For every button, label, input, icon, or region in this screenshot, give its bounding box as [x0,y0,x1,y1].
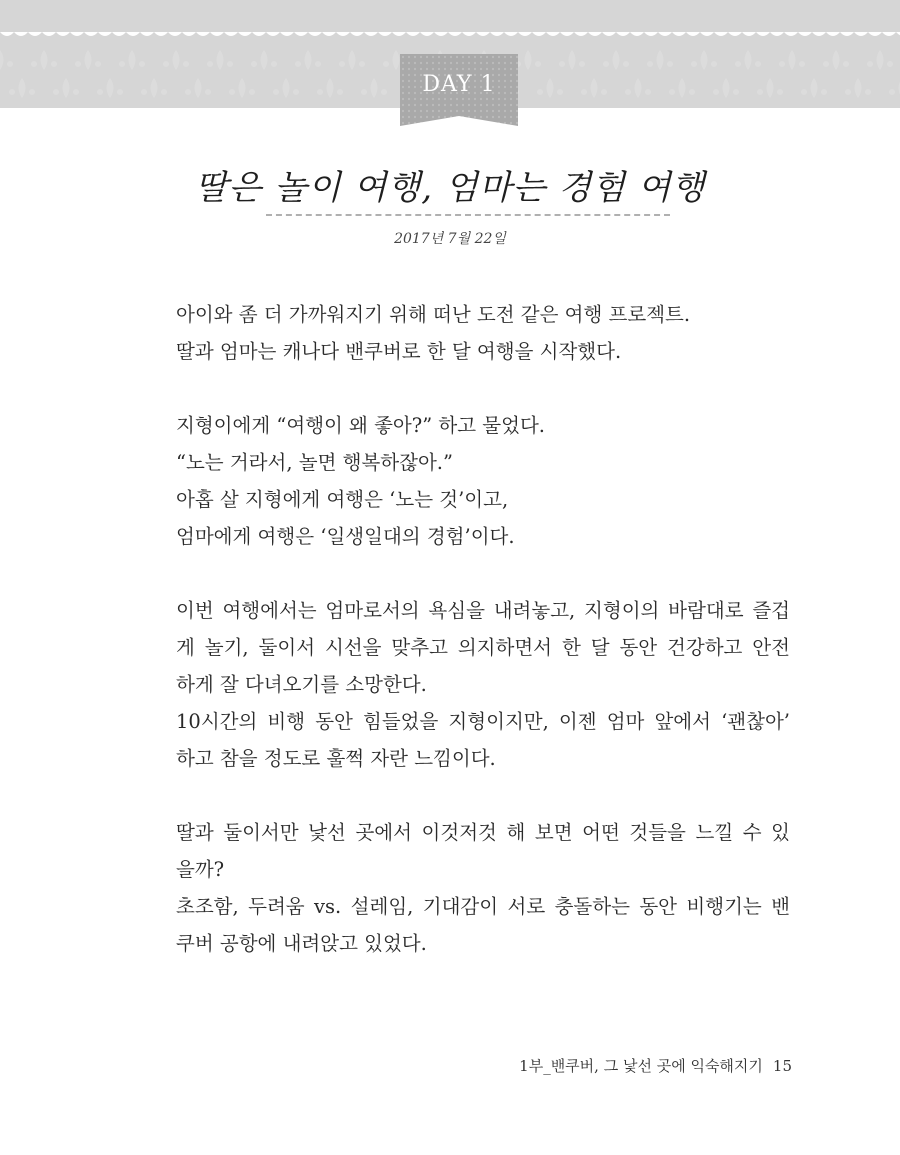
lace-dot [581,89,587,95]
lace-dot [249,89,255,95]
lace-dot [623,61,629,67]
lace-dot [117,89,123,95]
paragraph [176,814,790,962]
lace-dot [557,89,563,95]
lace-dot [735,61,741,67]
lace-dot [625,89,631,95]
chapter-title: 1부_밴쿠버, 그 낯선 곳에 익숙해지기 [519,1057,763,1075]
lace-dot [229,89,235,95]
lace-dot [75,61,81,67]
text-line: “노는 거라서, 놀면 행복하잖아.” [176,451,453,474]
page-number: 15 [772,1057,792,1075]
text-line: 을까? [176,858,225,881]
lace-dot [889,89,895,95]
lace-dot [689,89,695,95]
lace-dot [779,61,785,67]
text-line: 딸과 둘이서만 낯선 곳에서 이것저것 해 보면 어떤 것들을 느낄 수 있 [176,821,790,844]
lace-dot [185,89,191,95]
lace-dot [713,89,719,95]
lace-dot [383,61,389,67]
lace-dot [645,89,651,95]
lace-dot [139,61,145,67]
lace-dot [29,89,35,95]
lace-dot [669,89,675,95]
lace-dot [845,89,851,95]
lace-dot [205,89,211,95]
lace-dot [667,61,673,67]
text-line: 아홉 살 지형에게 여행은 ‘노는 것’이고, [176,488,509,511]
lace-dot [317,89,323,95]
paragraph [176,407,790,555]
text-line: 딸과 엄마는 캐나다 밴쿠버로 한 달 여행을 시작했다. [176,340,622,363]
lace-dot [801,89,807,95]
paragraph [176,592,790,777]
lace-dot [733,89,739,95]
lace-dot [887,61,893,67]
paragraph [176,296,790,370]
lace-dot [381,89,387,95]
lace-dot [339,61,345,67]
lace-dot [51,61,57,67]
text-line: 쿠버 공항에 내려앉고 있었다. [176,932,427,955]
lace-dot [295,61,301,67]
lace-dot [119,61,125,67]
lace-dot [559,61,565,67]
text-line: 아이와 좀 더 가까워지기 위해 떠난 도전 같은 여행 프로젝트. [176,303,691,326]
lace-dot [823,61,829,67]
lace-dot [691,61,697,67]
page-footer [420,1055,792,1076]
entry-date: 2017년 7월 22일 [394,231,506,247]
lace-dot [757,89,763,95]
lace-dot [141,89,147,95]
lace-dot [161,89,167,95]
lace-dot [337,89,343,95]
lace-dot [293,89,299,95]
lace-dot [535,61,541,67]
lace-dot [359,61,365,67]
text-line: 게 놀기, 둘이서 시선을 맞추고 의지하면서 한 달 동안 건강하고 안전 [176,636,790,659]
text-line: 엄마에게 여행은 ‘일생일대의 경험’이다. [176,525,515,548]
lace-dot [73,89,79,95]
lace-dot [361,89,367,95]
body-text [176,296,790,962]
lace-dot [95,61,101,67]
title-divider [266,214,670,216]
lace-dot [865,89,871,95]
lace-dot [273,89,279,95]
text-line: 하게 잘 다녀오기를 소망한다. [176,673,427,696]
lace-dot [799,61,805,67]
lace-dot [755,61,761,67]
text-line: 하고 참을 정도로 훌쩍 자란 느낌이다. [176,747,496,770]
lace-dot [537,89,543,95]
lace-dot [227,61,233,67]
lace-dot [207,61,213,67]
lace-dot [711,61,717,67]
lace-dot [7,61,13,67]
lace-dot [579,61,585,67]
lace-dot [53,89,59,95]
lace-dot [603,61,609,67]
text-line: 10시간의 비행 동안 힘들었을 지형이지만, 이젠 엄마 앞에서 ‘괜찮아’ [176,710,790,733]
day-label: DAY 1 [422,72,496,97]
lace-dot [251,61,257,67]
lace-dot [821,89,827,95]
text-line: 초조함, 두려움 vs. 설레임, 기대감이 서로 충돌하는 동안 비행기는 밴 [176,895,790,918]
text-line: 이번 여행에서는 엄마로서의 욕심을 내려놓고, 지형이의 바람대로 즐겁 [176,599,790,622]
lace-dot [315,61,321,67]
page-title: 딸은 놀이 여행, 엄마는 경험 여행 [194,168,706,208]
lace-dot [601,89,607,95]
lace-dot [183,61,189,67]
lace-dot [271,61,277,67]
lace-dot [9,89,15,95]
lace-dot [777,89,783,95]
text-line: 지형이에게 “여행이 왜 좋아?” 하고 물었다. [176,414,545,437]
lace-dot [843,61,849,67]
lace-dot [867,61,873,67]
lace-dot [163,61,169,67]
lace-dot [647,61,653,67]
lace-dot [97,89,103,95]
lace-dot [31,61,37,67]
